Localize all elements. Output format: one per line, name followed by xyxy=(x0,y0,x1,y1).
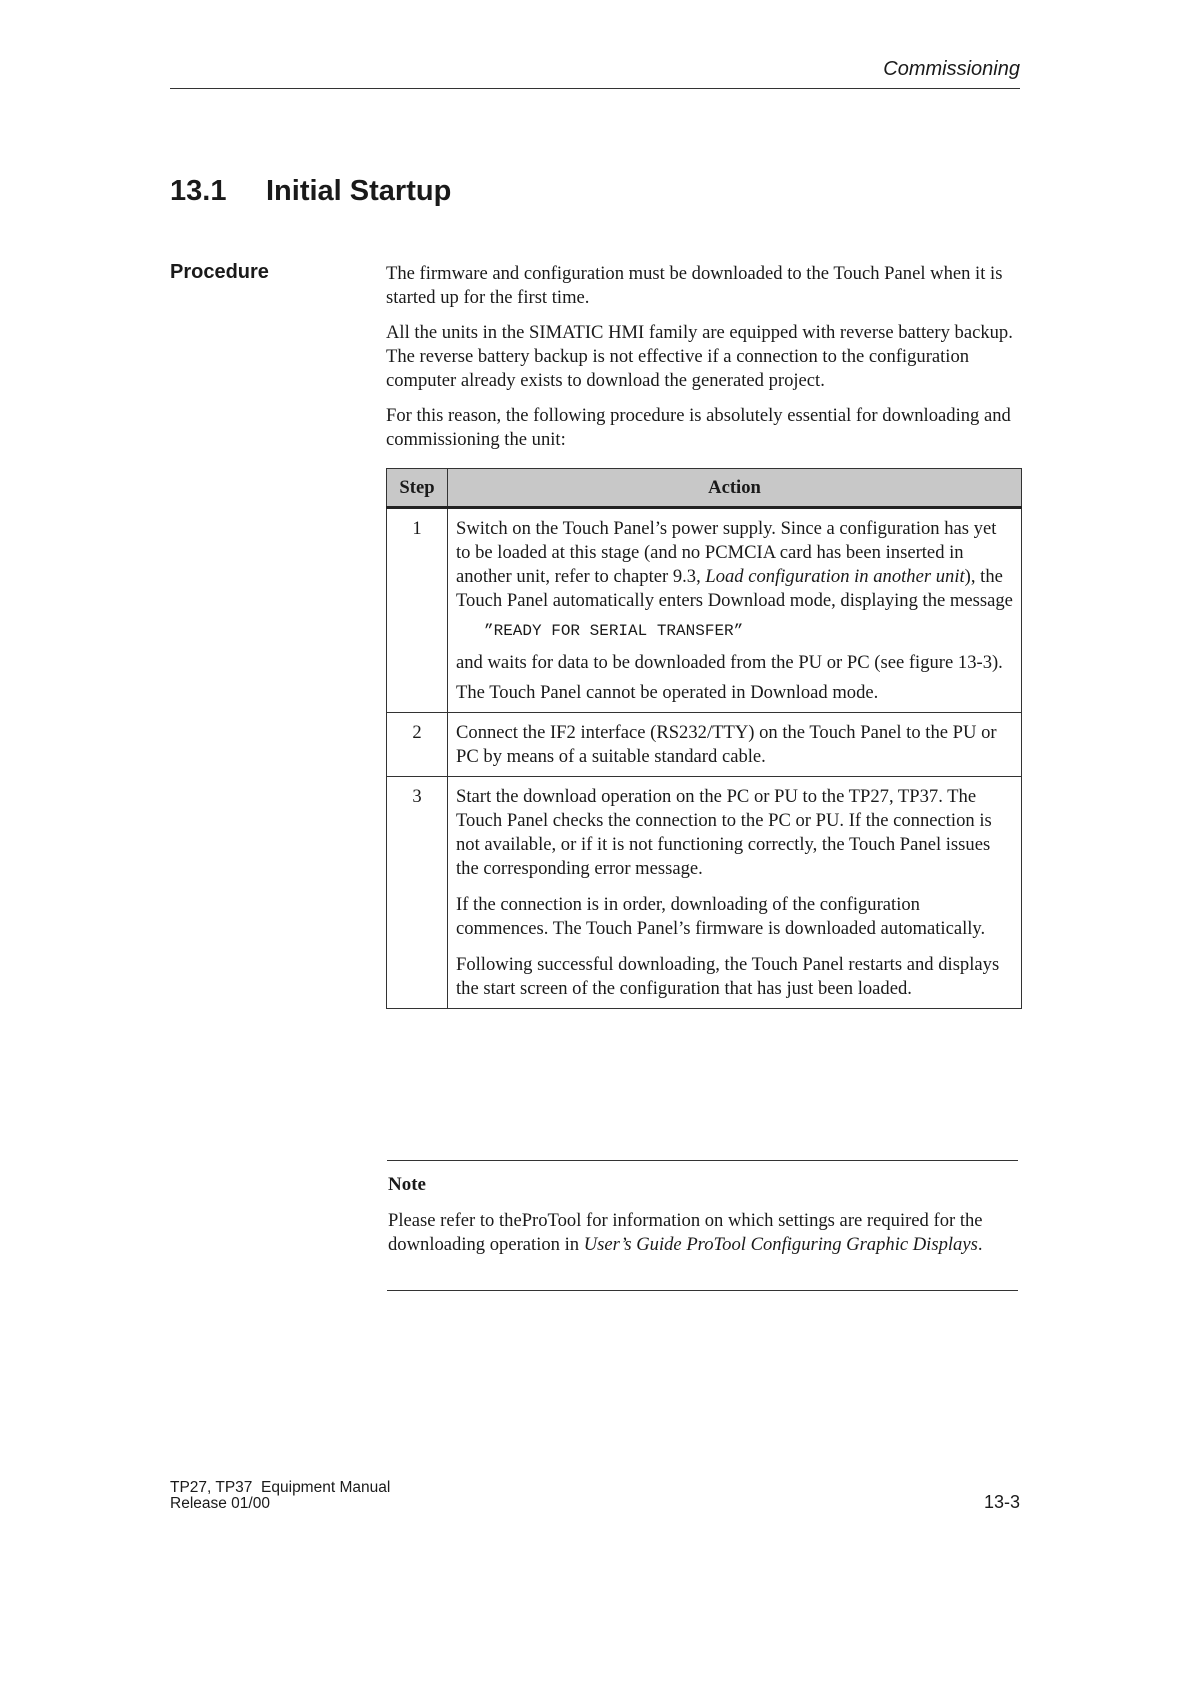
section-number: 13.1 xyxy=(170,175,227,207)
page-number: 13-3 xyxy=(983,1492,1020,1512)
action-text: Connect the IF2 interface (RS232/TTY) on the Touch Panel to the PU or PC by means of a suitable standard cable. xyxy=(456,722,997,767)
chapter-reference: Load configuration in another unit xyxy=(705,566,965,587)
running-header: Commissioning xyxy=(883,58,1020,80)
action-text: Switch on the Touch Panel’s power supply. Since a configuration has yet to be loaded at this stage (and no PCMCIA card has been inserted in another unit, refer to chapter 9.3, Load configuration in another unit), the Touch Panel automatically enters Download mode, displaying the message xyxy=(456,518,1013,611)
action-cell xyxy=(448,777,1022,1009)
step-number: 1 xyxy=(387,508,448,713)
action-cell xyxy=(448,508,1022,713)
section-title: Initial Startup xyxy=(266,175,452,207)
action-text: and waits for data to be downloaded from the PU or PC (see figure 13-3). xyxy=(456,652,1003,673)
table-row xyxy=(387,508,1022,713)
header-rule xyxy=(170,88,1020,89)
intro-text xyxy=(386,262,1018,463)
note-title: Note xyxy=(388,1174,426,1195)
step-number: 2 xyxy=(387,713,448,777)
table-header-row xyxy=(387,469,1022,508)
paragraph: The firmware and configuration must be downloaded to the Touch Panel when it is started up for the first time. xyxy=(386,263,1003,308)
paragraph: All the units in the SIMATIC HMI family are equipped with reverse battery backup. The reverse battery backup is not effective if a connection to the configuration computer already exists to download the generated project. xyxy=(386,322,1013,391)
action-text: The Touch Panel cannot be operated in Download mode. xyxy=(456,682,879,703)
action-text: Start the download operation on the PC or PU to the TP27, TP37. The Touch Panel checks the connection to the PC or PU. If the connection is not available, or if it is not functioning correctly, the Touch Panel issues the corresponding error message. xyxy=(456,786,992,879)
guide-reference: User’s Guide ProTool Configuring Graphic Displays xyxy=(583,1234,978,1255)
procedure-table xyxy=(386,468,1022,1009)
procedure-label: Procedure xyxy=(170,261,269,283)
table-row xyxy=(387,777,1022,1009)
paragraph: For this reason, the following procedure is absolutely essential for downloading and commissioning the unit: xyxy=(386,405,1011,450)
note-text: Please refer to theProTool for information on which settings are required for the downloading operation in User’s Guide ProTool Configuring Graphic Displays. xyxy=(388,1210,983,1255)
note-top-rule xyxy=(387,1160,1018,1161)
footer-manual-info xyxy=(170,1480,390,1512)
device-message: ”READY FOR SERIAL TRANSFER” xyxy=(484,622,744,640)
table-row xyxy=(387,713,1022,777)
action-text: If the connection is in order, downloading of the configuration commences. The Touch Panel’s firmware is downloaded automatically. xyxy=(456,894,986,939)
action-text: Following successful downloading, the Touch Panel restarts and displays the start screen of the configuration that has just been loaded. xyxy=(456,954,1000,999)
action-header: Action xyxy=(448,469,1022,508)
release-info: Release 01/00 xyxy=(170,1495,270,1512)
step-number: 3 xyxy=(387,777,448,1009)
manual-title: TP27, TP37 Equipment Manual xyxy=(170,1479,391,1496)
note-bottom-rule xyxy=(387,1290,1018,1291)
action-cell xyxy=(448,713,1022,777)
step-header: Step xyxy=(387,469,448,508)
